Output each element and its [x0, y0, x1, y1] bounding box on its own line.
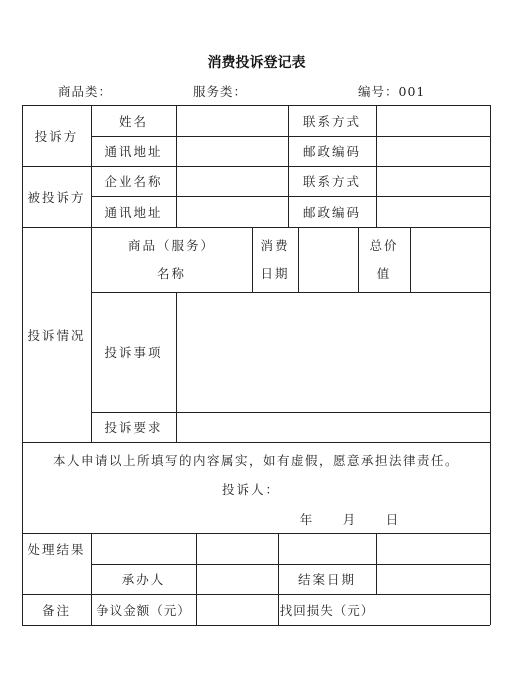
- respondent-company-label: 企业名称: [104, 174, 163, 189]
- complaint-matter-label: 投诉事项: [104, 345, 163, 360]
- signer-label: 投诉人：: [222, 482, 281, 497]
- serial-label: 编号：: [358, 84, 399, 99]
- disputed-amount-field[interactable]: [197, 595, 278, 625]
- result-field-2[interactable]: [197, 534, 278, 564]
- consume-date-field[interactable]: [299, 228, 358, 292]
- form-title: 消费投诉登记表: [207, 55, 306, 71]
- consume-date-label-line2: 日期: [260, 265, 290, 281]
- total-price-field[interactable]: [411, 228, 490, 292]
- goods-name-label-line2: 名称: [156, 265, 186, 281]
- service-type-label: 服务类：: [193, 84, 248, 99]
- total-price-label: [358, 227, 410, 292]
- total-price-label-line1: 总价: [369, 237, 399, 253]
- respondent-postcode-label: 邮政编码: [302, 204, 361, 220]
- total-price-label-line2: 值: [376, 265, 392, 281]
- day-label: 日: [385, 512, 401, 527]
- month-label: 月: [342, 512, 358, 527]
- complainant-postcode-field[interactable]: [377, 137, 490, 166]
- complaint-request-field[interactable]: [177, 413, 490, 442]
- respondent-address-label: 通讯地址: [104, 204, 163, 220]
- goods-name-label: [91, 227, 252, 292]
- respondent-contact-label: 联系方式: [302, 174, 361, 189]
- complaint-request-label: 投诉要求: [104, 420, 163, 435]
- close-date-label: 结案日期: [297, 572, 356, 587]
- respondent-address-field[interactable]: [177, 197, 288, 227]
- complainant-name-field[interactable]: [177, 106, 288, 136]
- complainant-address-label: 通讯地址: [104, 144, 163, 159]
- result-field[interactable]: [92, 534, 196, 564]
- recovered-loss-field[interactable]: [377, 595, 490, 625]
- respondent-section-label: 被投诉方: [27, 189, 86, 205]
- recovered-loss-label: 找回损失（元）: [279, 602, 375, 618]
- result-field-3[interactable]: [279, 534, 376, 564]
- product-type-label: 商品类：: [58, 84, 113, 99]
- goods-name-label-line1: 商品（服务）: [127, 237, 215, 253]
- complainant-address-field[interactable]: [177, 137, 288, 166]
- complainant-name-label: 姓名: [118, 113, 148, 129]
- respondent-postcode-field[interactable]: [377, 197, 490, 227]
- declaration-statement: 本人申请以上所填写的内容属实，如有虚假，愿意承担法律责任。: [52, 453, 459, 468]
- result-blank: [22, 564, 91, 594]
- close-date-field[interactable]: [377, 565, 490, 594]
- disputed-amount-label: 争议金额（元）: [96, 602, 191, 618]
- handler-field[interactable]: [197, 565, 278, 594]
- remarks-label: 备注: [41, 602, 71, 618]
- respondent-contact-field[interactable]: [377, 167, 490, 196]
- complaint-section-label: 投诉情况: [27, 327, 86, 343]
- serial-value: 001: [398, 84, 426, 99]
- complainant-contact-field[interactable]: [377, 106, 490, 136]
- respondent-company-field[interactable]: [177, 167, 288, 196]
- consume-date-label: [252, 227, 298, 292]
- consume-date-label-line1: 消费: [260, 237, 290, 253]
- complainant-section-label: 投诉方: [34, 128, 79, 144]
- year-label: 年: [299, 512, 315, 527]
- complainant-postcode-label: 邮政编码: [302, 144, 361, 159]
- handler-label: 承办人: [121, 572, 166, 587]
- complainant-contact-label: 联系方式: [302, 113, 361, 129]
- result-label: 处理结果: [27, 541, 86, 557]
- result-field-4[interactable]: [377, 534, 490, 564]
- complaint-matter-field[interactable]: [177, 293, 490, 412]
